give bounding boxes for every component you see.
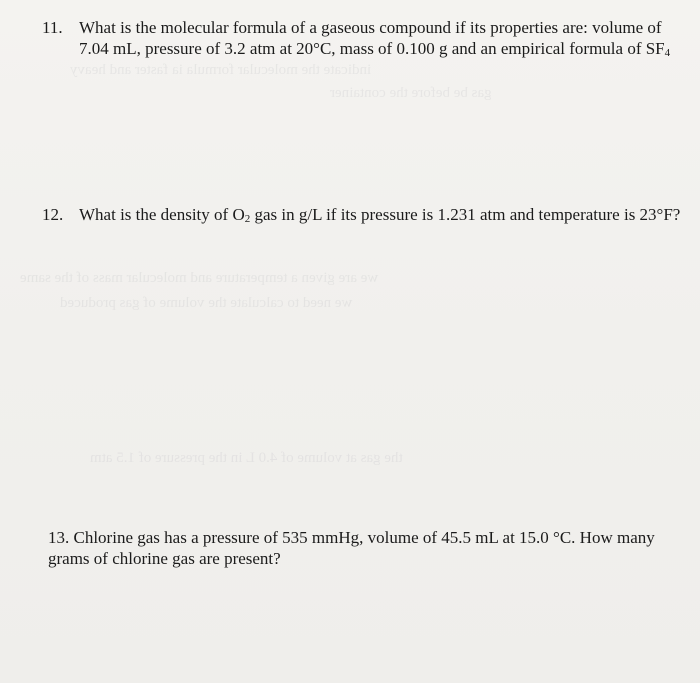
bleed-through-text: the gas at volume of 4.0 L in the pressure of 1.5 atm xyxy=(90,450,403,466)
question-11 xyxy=(42,17,682,59)
question-number: 11. xyxy=(42,18,63,37)
bleed-through-text: we need to calculate the volume of gas produced xyxy=(60,295,353,311)
bleed-through-text: we are given a temperature and molecular mass of the same xyxy=(20,270,379,286)
question-12 xyxy=(42,204,682,225)
question-number: 12. xyxy=(42,205,64,224)
question-text: What is the molecular formula of a gaseous compound if its properties are: volume of 7.04 mL, pressure of 3.2 atm at 20°C, mass of 0.100 g and an empirical formula of $SF_4$ xyxy=(79,18,671,59)
question-number: 13. xyxy=(48,528,70,547)
bleed-through-text: indicate the molecular formula ia faster and heavy xyxy=(70,62,372,78)
question-text: 13. Chlorine gas has a pressure of 535 mmHg, volume of 45.5 mL at 15.0 °C. How many grams of chlorine gas are present? xyxy=(48,528,655,568)
question-text: What is the density of $O_2$ gas in g/L if its pressure is 1.231 atm and temperature is 23°F? xyxy=(79,205,681,225)
bleed-through-text: gas be before the container xyxy=(330,85,492,101)
question-13 xyxy=(48,527,678,569)
